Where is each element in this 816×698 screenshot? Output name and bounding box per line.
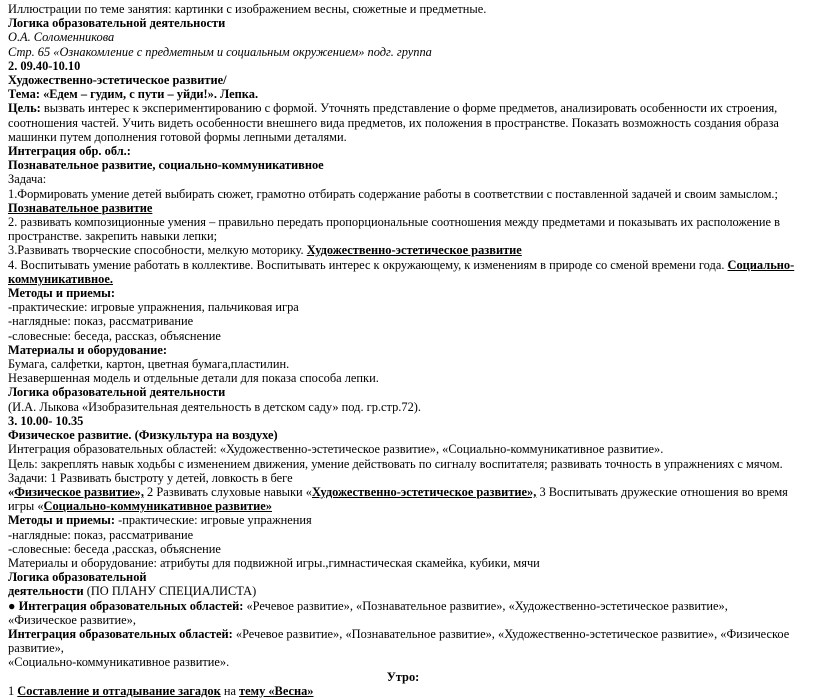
illustrations-line: Иллюстрации по теме занятия: картинки с изображением весны, сюжетные и предметные. [8, 2, 487, 16]
lesson-time-2: 2. 09.40-10.10 [8, 58, 81, 73]
task-3-area: Художественно-эстетическое развитие [306, 243, 522, 258]
materials-line-2: Материалы и оборудование: атрибуты для подвижной игры.,гимнастическая скамейка, кубики, мячи [8, 555, 540, 570]
task-item-3 [8, 243, 798, 257]
materials-model: Незавершенная модель и отдельные детали для показа способа лепки. [8, 371, 379, 386]
materials-heading: Материалы и оборудование: [8, 342, 167, 357]
lesson-time-3: 3. 10.00- 10.35 [8, 413, 84, 428]
methods-verbal-2: -словесные: беседа ,рассказ, объяснение [8, 541, 221, 556]
lesson-topic: Тема: «Едем – гудим, с пути – уйди!». Лепка. [8, 87, 259, 102]
task-4-text: 4. Воспитывать умение работать в коллективе. Воспитывать интерес к окружающему, к изменениям в природе со сменой времени года. [8, 257, 728, 272]
morning-item-1 [8, 684, 798, 698]
task-friendship: 3 Воспитывать дружеские отношения во время игры « [8, 484, 788, 514]
physical-tasks: Задачи: 1 Развивать быстроту у детей, ловкость в беге [8, 470, 293, 485]
methods-label-2: Методы и приемы: [8, 513, 115, 528]
topic-spring: тему «Весна» [239, 683, 314, 698]
area-art: Художественно-эстетическое развитие», [311, 484, 537, 499]
task-item-4 [8, 258, 798, 286]
goal-label: Цель: [8, 101, 41, 116]
physical-integration: Интеграция образовательных областей: «Художественно-эстетическое развитие», «Социально-коммуникативное развитие». [8, 442, 664, 457]
author-line: О.А. Соломенникова [8, 30, 115, 45]
integration-label-a: Интеграция образовательных областей: [18, 598, 244, 613]
methods-visual-2: -наглядные: показ, рассматривание [8, 527, 194, 542]
integration-areas-b: «Речевое развитие», «Познавательное развитие», «Художественно-эстетическое развитие», «Физическое развитие», [8, 626, 790, 656]
task-1-text: 1.Формировать умение детей выбирать сюжет, грамотно отбирать содержание работы в соответствии с поставленной задачей и своим замыслом.; [8, 186, 778, 201]
methods-line-2 [8, 513, 798, 527]
methods-visual: -наглядные: показ, рассматривание [8, 314, 194, 329]
specialist-line [8, 584, 798, 598]
physical-heading: Физическое развитие. (Физкультура на воздухе) [8, 428, 278, 443]
quote-open: « [8, 484, 15, 499]
section-heading-logic-2: Логика образовательной деятельности [8, 385, 226, 400]
riddles-activity: Составление и отгадывание загадок [17, 683, 221, 698]
morning-item-number: 1 [8, 683, 18, 698]
task-1-area: Познавательное развитие [8, 200, 153, 215]
section-heading-logic: Логика образовательной деятельности [8, 16, 226, 31]
area-social: Социально-коммуникативное развитие» [43, 499, 273, 514]
source-reference: Стр. 65 «Ознакомление с предметным и социальным окружением» подг. группа [8, 44, 432, 59]
lesson-area-heading: Художественно-эстетическое развитие/ [8, 73, 227, 88]
task-label: Задача: [8, 172, 47, 187]
specialist-note: (ПО ПЛАНУ СПЕЦИАЛИСТА) [83, 584, 257, 599]
integration-areas-a: «Речевое развитие», «Познавательное развитие», «Художественно-эстетическое развитие», «Физическое развитие», [8, 598, 728, 627]
methods-verbal: -словесные: беседа, рассказ, объяснение [8, 328, 221, 343]
goal-text: вызвать интерес к экспериментированию с формой. Уточнять представление о форме предметов, анализировать особенности их строения, соотношения частей. Учить видеть особенности внешнего вида предметов, их положения в пространстве. Показать возможность создания образа машинки путем дополнения готовой формы лепными деталями. [8, 101, 779, 144]
activity-label: деятельности [8, 584, 84, 599]
integration-label-b: Интеграция образовательных областей: [8, 626, 233, 641]
bullet-icon: ● [8, 598, 19, 613]
task-hearing: 2 Развивать слуховые навыки « [143, 484, 312, 499]
task-4-area: Социально-коммуникативное. [8, 257, 795, 286]
integration-line-b [8, 627, 798, 655]
methods-practical: -практические: игровые упражнения, пальчиковая игра [8, 300, 299, 315]
task-item-2: 2. развивать композиционные умения – правильно передать пропорциональные соотношения между предметами и показывать их расположение в пространстве. закрепить навыки лепки; [8, 215, 780, 244]
physical-task-areas [8, 485, 798, 513]
integration-areas: Познавательное развитие, социально-коммуникативное [8, 158, 324, 173]
physical-goal: Цель: закреплять навык ходьбы с изменением движения, умение действовать по сигналу воспитателя; развивать точность в упражнениях с мячом. [8, 456, 783, 471]
task-3-text: 3.Развивать творческие способности, мелкую моторику. [8, 243, 307, 258]
integration-social: «Социально-коммуникативное развитие». [8, 655, 230, 670]
goal-paragraph [8, 101, 798, 144]
morning-heading: Утро: [386, 669, 420, 684]
on-word: на [220, 683, 240, 698]
methods-heading: Методы и приемы: [8, 286, 115, 301]
integration-bullet-line [8, 599, 798, 627]
source-reference-2: (И.А. Лыкова «Изобразительная деятельность в детском саду» под. гр.стр.72). [8, 399, 421, 414]
task-item-1 [8, 187, 798, 215]
area-physical: Физическое развитие», [14, 484, 144, 499]
materials-list: Бумага, салфетки, картон, цветная бумага,пластилин. [8, 357, 290, 372]
methods-practical-2: -практические: игровые упражнения [114, 513, 312, 528]
section-heading-logic-3: Логика образовательной [8, 570, 147, 585]
integration-heading: Интеграция обр. обл.: [8, 144, 131, 159]
